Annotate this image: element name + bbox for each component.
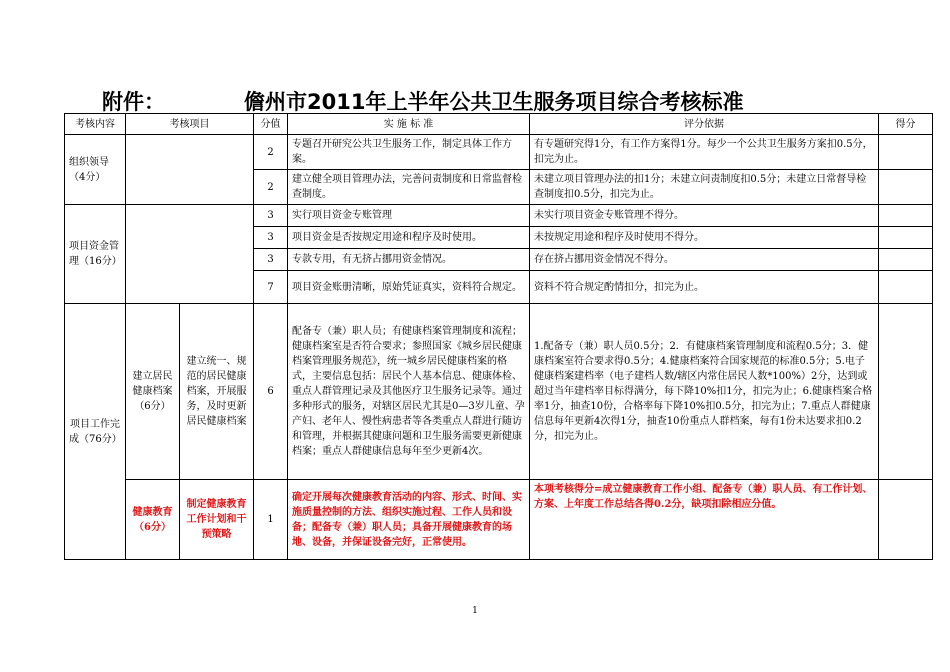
points-cell: [879, 271, 933, 304]
table-row: [65, 480, 933, 560]
document-title: 儋州市2011年上半年公共卫生服务项目综合考核标准: [244, 90, 744, 114]
header-criteria: 评分依据: [530, 114, 879, 135]
points-cell: [879, 304, 933, 480]
section-completion: 项目工作完成（76分）: [65, 304, 126, 560]
score-cell: 7: [254, 271, 288, 304]
criteria-cell: 未实行项目资金专账管理不得分。: [530, 205, 879, 227]
score-cell: 3: [254, 249, 288, 271]
table-row: [65, 304, 933, 480]
section-funding: 项目资金管理（16分）: [65, 205, 126, 304]
criteria-cell: 本项考核得分=成立健康教育工作小组、配备专（兼）职人员、有工作计划、方案、上年度工作总结各得0.2分，缺项扣除相应分值。: [530, 480, 879, 560]
page-number: 1: [472, 606, 478, 616]
score-cell: 1: [254, 480, 288, 560]
score-cell: 3: [254, 205, 288, 227]
points-cell: [879, 249, 933, 271]
score-cell: 2: [254, 135, 288, 170]
points-cell: [879, 170, 933, 205]
score-cell: 3: [254, 227, 288, 249]
standard-cell: 项目资金是否按规定用途和程序及时使用。: [288, 227, 530, 249]
table-row: [65, 205, 933, 227]
empty-item-cell: [126, 135, 254, 205]
table-row: [65, 135, 933, 170]
points-cell: [879, 480, 933, 560]
criteria-cell: 1.配备专（兼）职人员0.5分；2．有健康档案管理制度和流程0.5分；3．健康档案室符合要求得0.5分；4.健康档案符合国家规范的标准0.5分；5.电子健康档案建档率（电子建档人数/辖区内常住居民人数*100%）2分，达到或超过当年建档率目标得满分，每下降10%扣1分，扣完为止；6.健康档案合格率1分，抽查10份，合格率每下降10%扣0.5分，扣完为止；7.重点人群健康信息每年更新4次得1分，抽查10份重点人群档案，每有1份未达要求扣0.2分，扣完为止。: [530, 304, 879, 480]
points-cell: [879, 227, 933, 249]
section-organization: 组织领导（4分）: [65, 135, 126, 205]
standard-cell: 实行项目资金专账管理: [288, 205, 530, 227]
criteria-cell: 未按规定用途和程序及时使用不得分。: [530, 227, 879, 249]
points-cell: [879, 205, 933, 227]
standard-cell: 专题召开研究公共卫生服务工作，制定具体工作方案。: [288, 135, 530, 170]
criteria-cell: 未建立项目管理办法的扣1分；未建立问责制度扣0.5分；未建立日常督导检查制度扣0.5分，扣完为止。: [530, 170, 879, 205]
standard-cell: 专款专用，有无挤占挪用资金情况。: [288, 249, 530, 271]
page-title: [102, 86, 802, 116]
attachment-label: 附件：: [102, 90, 165, 114]
points-cell: [879, 135, 933, 170]
standard-cell: 配备专（兼）职人员；有健康档案管理制度和流程；健康档案室是否符合要求；参照国家《城乡居民健康档案管理服务规范》，统一城乡居民健康档案的格式，主要信息包括：居民个人基本信息、健康体检、重点人群管理记录及其他医疗卫生服务记录等。通过多种形式的服务，对辖区居民尤其是0—3岁儿童、孕产妇、老年人、慢性病患者等各类重点人群进行随访和管理，并根据其健康问题和卫生服务需要更新健康档案；重点人群健康信息每年至少更新4次。: [288, 304, 530, 480]
header-score: 分值: [254, 114, 288, 135]
criteria-cell: 资料不符合规定酌情扣分，扣完为止。: [530, 271, 879, 304]
header-row: [65, 114, 933, 135]
standard-cell: 项目资金账册清晰，原始凭证真实，资料符合规定。: [288, 271, 530, 304]
score-cell: 2: [254, 170, 288, 205]
header-points: 得分: [879, 114, 933, 135]
subitem-health-education: 制定健康教育工作计划和干预策略: [180, 480, 254, 560]
score-cell: 6: [254, 304, 288, 480]
header-content: 考核内容: [65, 114, 126, 135]
subitem-health-records: 建立统一、规范的居民健康档案，开展服务，及时更新居民健康档案: [180, 304, 254, 480]
item-health-education: 健康教育（6分）: [126, 480, 180, 560]
header-standard: 实 施 标 准: [288, 114, 530, 135]
assessment-table: [64, 113, 933, 560]
criteria-cell: 存在挤占挪用资金情况不得分。: [530, 249, 879, 271]
standard-cell: 建立健全项目管理办法，完善问责制度和日常监督检查制度。: [288, 170, 530, 205]
header-item: 考核项目: [126, 114, 254, 135]
item-health-records: 建立居民健康档案（6分）: [126, 304, 180, 480]
standard-cell: 确定开展每次健康教育活动的内容、形式、时间、实施质量控制的方法、组织实施过程、工作人员和设备；配备专（兼）职人员；具备开展健康教育的场地、设备，并保证设备完好，正常使用。: [288, 480, 530, 560]
criteria-cell: 有专题研究得1分，有工作方案得1分。每少一个公共卫生服务方案扣0.5分，扣完为止。: [530, 135, 879, 170]
empty-item-cell: [126, 205, 254, 304]
